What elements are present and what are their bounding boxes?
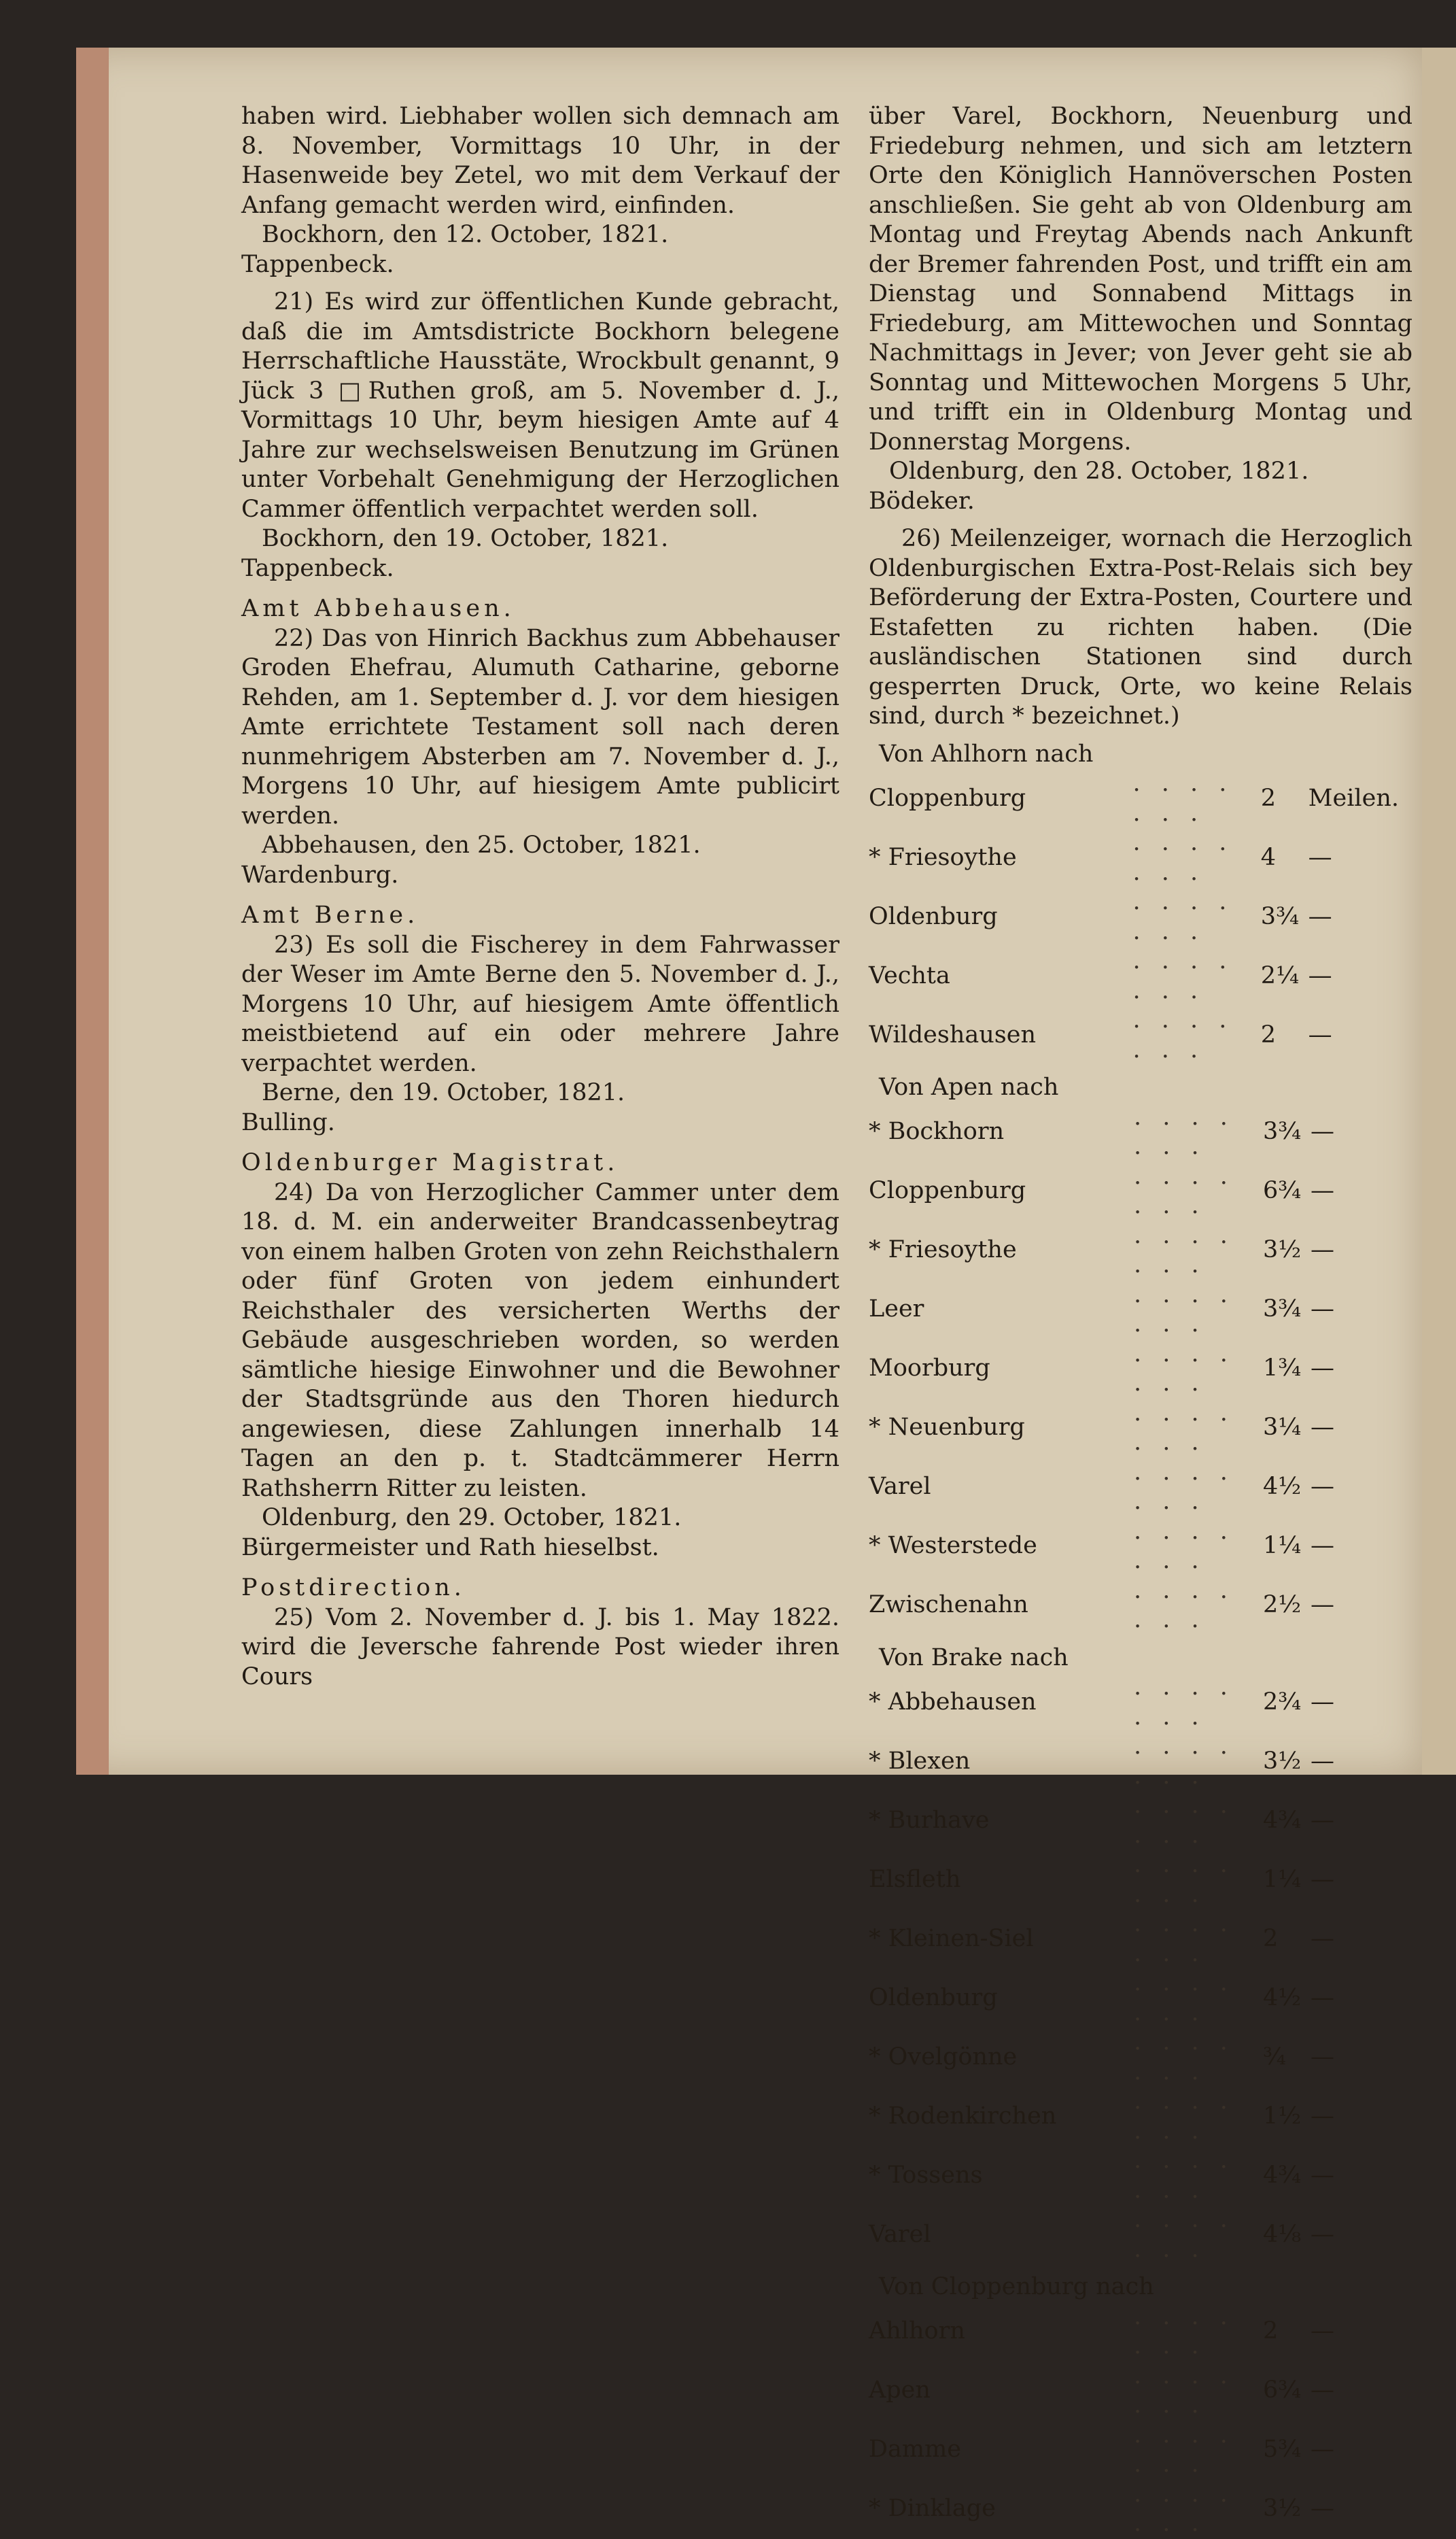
distance-unit: — bbox=[1311, 1354, 1334, 1382]
notice-25: 25) Vom 2. November d. J. bis 1. May 1822. wird die Jeversche fahrende Post wieder ihren Cours bbox=[241, 1603, 839, 1690]
leader-dots: . . . . . . . bbox=[1134, 2088, 1234, 2145]
route-title: Von Cloppenburg nach bbox=[879, 2273, 1154, 2300]
route-title: Von Ahlhorn nach bbox=[879, 740, 1094, 768]
distance-unit: — bbox=[1311, 1414, 1334, 1442]
place-date: Bockhorn, den 19. October, 1821. bbox=[262, 525, 669, 552]
distance-unit: — bbox=[1311, 1983, 1334, 2011]
distance-value: 3½ bbox=[1263, 1747, 1302, 1775]
table-row bbox=[869, 1576, 1399, 1635]
table-row bbox=[869, 1340, 1399, 1399]
notice-24: 24) Da von Herzoglicher Cammer unter dem 18. d. M. ein anderweiter Brandcassenbeytrag von einem halben Groten von zehn Reichsthalern oder fünf Groten von jedem einhundert Reichsthaler des versicherten Werths der Gebäude ausgeschrieben worden, so werden sämtliche hiesige Einwohner und die Bewohner der Stadtsgründe aus den Thoren hiedurch angewiesen, diese Zahlungen innerhalb 14 Tagen an den p. t. Stadtcämmerer Herrn Rathsherrn Ritter zu leisten. bbox=[241, 1178, 839, 1502]
signature: Bödeker. bbox=[869, 487, 975, 515]
station-name: Elsfleth bbox=[869, 1865, 961, 1893]
table-row bbox=[869, 1732, 1399, 1791]
notice-26: 26) Meilenzeiger, wornach die Herzoglich Oldenburgischen Extra-Post-Relais sich bey Beförderung der Extra-Posten, Courtere und Estafetten zu richten haben. (Die ausländischen Stationen sind durch gesperrten Druck, Orte, wo keine Relais sind, durch * bezeichnet.) bbox=[869, 525, 1412, 730]
distance-value: ¾ bbox=[1263, 2043, 1286, 2071]
station-name: Varel bbox=[869, 2220, 931, 2248]
leader-dots: . . . . . . . bbox=[1134, 2421, 1234, 2478]
distance-value: 4 bbox=[1260, 843, 1277, 871]
leader-dots: . . . . . . . bbox=[1134, 2302, 1234, 2359]
place-date: Oldenburg, den 29. October, 1821. bbox=[262, 1504, 682, 1531]
distance-unit: Meilen. bbox=[1308, 784, 1399, 812]
table-row bbox=[869, 947, 1399, 1006]
leader-dots: . . . . . . . bbox=[1134, 1162, 1234, 1219]
distance-value: 4¾ bbox=[1263, 2161, 1302, 2189]
table-row bbox=[869, 1850, 1399, 1909]
route-title: Von Brake nach bbox=[879, 1643, 1069, 1671]
distance-unit: — bbox=[1311, 1295, 1334, 1323]
station-name: Leer bbox=[869, 1295, 924, 1323]
distance-value: 4½ bbox=[1263, 1473, 1302, 1501]
table-row bbox=[869, 1162, 1399, 1221]
leader-dots: . . . . . . . bbox=[1134, 2362, 1234, 2419]
table-row bbox=[869, 1221, 1399, 1280]
table-row bbox=[869, 1103, 1399, 1162]
notice-21: 21) Es wird zur öffentlichen Kunde gebracht, daß die im Amtsdistricte Bockhorn belegene Herrschaftliche Hausstäte, Wrockbult genannt, 9 Jück 3 □Ruthen groß, am 5. November d. J., Vormittags 10 Uhr, beym hiesigen Amte auf 4 Jahre zur wechselsweisen Benutzung im Grünen unter Vorbehalt Genehmigung der Herzoglichen Cammer öffentlich verpachtet werden soll. bbox=[241, 288, 839, 523]
table-row bbox=[869, 1909, 1399, 1969]
table-row bbox=[869, 1280, 1399, 1340]
distance-value: 2¼ bbox=[1260, 961, 1299, 989]
table-row bbox=[869, 1399, 1399, 1458]
station-name: * Rodenkirchen bbox=[869, 2102, 1057, 2130]
table-row bbox=[869, 887, 1399, 947]
distance-value: 6¾ bbox=[1263, 2376, 1302, 2404]
table-row bbox=[869, 2146, 1399, 2205]
distance-value: 2¾ bbox=[1263, 1688, 1302, 1716]
section-heading: Postdirection. bbox=[241, 1574, 466, 1601]
distance-unit: — bbox=[1311, 2043, 1334, 2071]
distance-unit: — bbox=[1311, 1473, 1334, 1501]
station-name: Oldenburg bbox=[869, 1983, 998, 2011]
distance-unit: — bbox=[1311, 2161, 1334, 2189]
table-row bbox=[869, 2362, 1399, 2421]
distance-unit: — bbox=[1311, 1688, 1334, 1716]
page-edge bbox=[76, 48, 109, 1775]
distance-unit: — bbox=[1311, 1591, 1334, 1619]
distance-value: 2½ bbox=[1263, 1591, 1302, 1619]
distance-unit: — bbox=[1311, 1924, 1334, 1952]
station-name: Apen bbox=[869, 2376, 931, 2404]
place-date: Abbehausen, den 25. October, 1821. bbox=[262, 832, 701, 859]
station-name: Zwischenahn bbox=[869, 1591, 1028, 1619]
signature: Bulling. bbox=[241, 1108, 335, 1136]
station-name: * Tossens bbox=[869, 2161, 983, 2189]
distance-value: 3¼ bbox=[1263, 1414, 1302, 1442]
next-page-edge bbox=[1422, 48, 1456, 1775]
distance-unit: — bbox=[1311, 1236, 1334, 1264]
notice-22: 22) Das von Hinrich Backhus zum Abbehauser Groden Ehefrau, Alumuth Catharine, geborne Rehden, am 1. September d. J. vor dem hiesigen Amte errichtete Testament soll nach deren nunmehrigem Absterben am 7. November d. J., Morgens 10 Uhr, auf hiesigem Amte publicirt werden. bbox=[241, 624, 839, 830]
leader-dots: . . . . . . . bbox=[1134, 2147, 1234, 2204]
station-name: * Bockhorn bbox=[869, 1118, 1005, 1146]
station-name: * Blexen bbox=[869, 1747, 971, 1775]
station-name: * Abbehausen bbox=[869, 1688, 1037, 1716]
leader-dots: . . . . . . . bbox=[1134, 1103, 1234, 1160]
place-date: Berne, den 19. October, 1821. bbox=[262, 1079, 625, 1106]
station-name: * Westerstede bbox=[869, 1532, 1037, 1560]
leader-dots: . . . . . . . bbox=[1132, 829, 1234, 886]
distance-unit: — bbox=[1308, 1021, 1332, 1049]
notice-20-continued: haben wird. Liebhaber wollen sich demnach am 8. November, Vormittags 10 Uhr, in der Hasenweide bey Zetel, wo mit dem Verkauf der Anfang gemacht werden wird, einfinden. bbox=[241, 103, 839, 219]
distance-table bbox=[869, 740, 1412, 2539]
station-name: * Ovelgönne bbox=[869, 2043, 1018, 2071]
station-name: * Kleinen-Siel bbox=[869, 1924, 1034, 1952]
distance-unit: — bbox=[1311, 2376, 1334, 2404]
leader-dots: . . . . . . . bbox=[1134, 2206, 1234, 2263]
table-row bbox=[869, 1673, 1399, 1732]
distance-value: 1¼ bbox=[1263, 1532, 1302, 1560]
leader-dots: . . . . . . . bbox=[1134, 1673, 1234, 1731]
leader-dots: . . . . . . . bbox=[1134, 1221, 1234, 1278]
distance-unit: — bbox=[1311, 1747, 1334, 1775]
left-column bbox=[241, 102, 839, 1692]
section-heading: Amt Abbehausen. bbox=[241, 595, 515, 622]
leader-dots: . . . . . . . bbox=[1134, 1851, 1234, 1908]
distance-unit: — bbox=[1308, 843, 1332, 871]
distance-value: 4¾ bbox=[1263, 1806, 1302, 1834]
leader-dots: . . . . . . . bbox=[1134, 2480, 1234, 2537]
distance-value: 3¾ bbox=[1260, 902, 1299, 930]
table-row bbox=[869, 1458, 1399, 1517]
leader-dots: . . . . . . . bbox=[1132, 888, 1234, 945]
distance-unit: — bbox=[1311, 1532, 1334, 1560]
distance-value: 2 bbox=[1260, 784, 1277, 812]
distance-value: 1½ bbox=[1263, 2102, 1302, 2130]
distance-value: 2 bbox=[1260, 1021, 1277, 1049]
table-row bbox=[869, 2028, 1399, 2087]
distance-unit: — bbox=[1311, 2495, 1334, 2523]
distance-unit: — bbox=[1311, 1118, 1334, 1146]
section-heading: Oldenburger Magistrat. bbox=[241, 1149, 619, 1176]
route-title: Von Apen nach bbox=[879, 1074, 1059, 1101]
station-name: * Friesoythe bbox=[869, 1236, 1017, 1264]
leader-dots: . . . . . . . bbox=[1134, 1458, 1234, 1515]
leader-dots: . . . . . . . bbox=[1134, 1399, 1234, 1456]
station-name: Wildeshausen bbox=[869, 1021, 1036, 1049]
station-name: Ahlhorn bbox=[869, 2317, 965, 2345]
distance-value: 6¾ bbox=[1263, 1177, 1302, 1205]
leader-dots: . . . . . . . bbox=[1134, 1576, 1234, 1633]
station-name: * Neuenburg bbox=[869, 1414, 1025, 1442]
place-date: Bockhorn, den 12. October, 1821. bbox=[262, 221, 669, 248]
station-name: Vechta bbox=[869, 961, 950, 989]
signature: Tappenbeck. bbox=[241, 554, 394, 582]
distance-unit: — bbox=[1311, 2102, 1334, 2130]
table-row bbox=[869, 2087, 1399, 2146]
station-name: Cloppenburg bbox=[869, 1177, 1026, 1205]
distance-value: 1¼ bbox=[1263, 1865, 1302, 1893]
leader-dots: . . . . . . . bbox=[1134, 1910, 1234, 1967]
table-row bbox=[869, 828, 1399, 887]
table-row bbox=[869, 1517, 1399, 1576]
section-heading: Amt Berne. bbox=[241, 902, 419, 929]
station-name: * Burhave bbox=[869, 1806, 990, 1834]
station-name: * Dinklage bbox=[869, 2495, 996, 2523]
distance-unit: — bbox=[1308, 961, 1332, 989]
table-row bbox=[869, 1969, 1399, 2028]
station-name: * Friesoythe bbox=[869, 843, 1017, 871]
leader-dots: . . . . . . . bbox=[1134, 1792, 1234, 1849]
distance-unit: — bbox=[1308, 902, 1332, 930]
table-row bbox=[869, 2205, 1399, 2264]
right-column bbox=[869, 102, 1412, 2539]
route-table bbox=[869, 769, 1399, 1065]
distance-unit: — bbox=[1311, 1806, 1334, 1834]
table-row bbox=[869, 2480, 1399, 2539]
table-row bbox=[869, 1006, 1399, 1065]
station-name: Moorburg bbox=[869, 1354, 990, 1382]
distance-value: 2 bbox=[1263, 1924, 1279, 1952]
signature: Tappenbeck. bbox=[241, 250, 394, 278]
leader-dots: . . . . . . . bbox=[1132, 770, 1234, 827]
signature: Wardenburg. bbox=[241, 861, 399, 889]
leader-dots: . . . . . . . bbox=[1132, 947, 1234, 1004]
leader-dots: . . . . . . . bbox=[1134, 1733, 1234, 1790]
station-name: Varel bbox=[869, 1473, 931, 1501]
route-table bbox=[869, 2302, 1399, 2539]
distance-value: 3¾ bbox=[1263, 1118, 1302, 1146]
signature: Bürgermeister und Rath hieselbst. bbox=[241, 1533, 659, 1561]
station-name: Oldenburg bbox=[869, 902, 998, 930]
distance-value: 2 bbox=[1263, 2317, 1279, 2345]
distance-unit: — bbox=[1311, 1177, 1334, 1205]
distance-value: 4⅛ bbox=[1263, 2220, 1302, 2248]
leader-dots: . . . . . . . bbox=[1132, 1006, 1234, 1063]
distance-value: 4½ bbox=[1263, 1983, 1302, 2011]
distance-unit: — bbox=[1311, 1865, 1334, 1893]
table-row bbox=[869, 2302, 1399, 2362]
distance-value: 3½ bbox=[1263, 2495, 1302, 2523]
distance-value: 1¾ bbox=[1263, 1354, 1302, 1382]
distance-unit: — bbox=[1311, 2317, 1334, 2345]
table-row bbox=[869, 1791, 1399, 1850]
distance-value: 3½ bbox=[1263, 1236, 1302, 1264]
distance-unit: — bbox=[1311, 2436, 1334, 2464]
station-name: Cloppenburg bbox=[869, 784, 1026, 812]
place-date: Oldenburg, den 28. October, 1821. bbox=[889, 458, 1309, 485]
route-table bbox=[869, 1103, 1399, 1635]
route-table bbox=[869, 1673, 1399, 2264]
distance-unit: — bbox=[1311, 2220, 1334, 2248]
leader-dots: . . . . . . . bbox=[1134, 1280, 1234, 1337]
leader-dots: . . . . . . . bbox=[1134, 2028, 1234, 2085]
station-name: Damme bbox=[869, 2436, 962, 2464]
table-row bbox=[869, 769, 1399, 828]
notice-23: 23) Es soll die Fischerey in dem Fahrwasser der Weser im Amte Berne den 5. November d. J., Morgens 10 Uhr, auf hiesigem Amte öffentlich meistbietend auf ein oder mehrere Jahre verpachtet werden. bbox=[241, 931, 839, 1077]
leader-dots: . . . . . . . bbox=[1134, 1340, 1234, 1397]
leader-dots: . . . . . . . bbox=[1134, 1969, 1234, 2026]
distance-value: 3¾ bbox=[1263, 1295, 1302, 1323]
distance-value: 5¾ bbox=[1263, 2436, 1302, 2464]
leader-dots: . . . . . . . bbox=[1134, 1517, 1234, 1574]
table-row bbox=[869, 2421, 1399, 2480]
notice-25-continued: über Varel, Bockhorn, Neuenburg und Friedeburg nehmen, und sich am letztern Orte den Königlich Hannöverschen Posten anschließen. Sie geht ab von Oldenburg am Montag und Freytag Abends nach Ankunft der Bremer fahrenden Post, und trifft ein am Dienstag und Sonnabend Mittags in Friedeburg, am Mittewochen und Sonntag Nachmittags in Jever; von Jever geht sie ab Sonntag und Mittewochen Morgens 5 Uhr, und trifft ein in Oldenburg Montag und Donnerstag Morgens. bbox=[869, 103, 1412, 456]
